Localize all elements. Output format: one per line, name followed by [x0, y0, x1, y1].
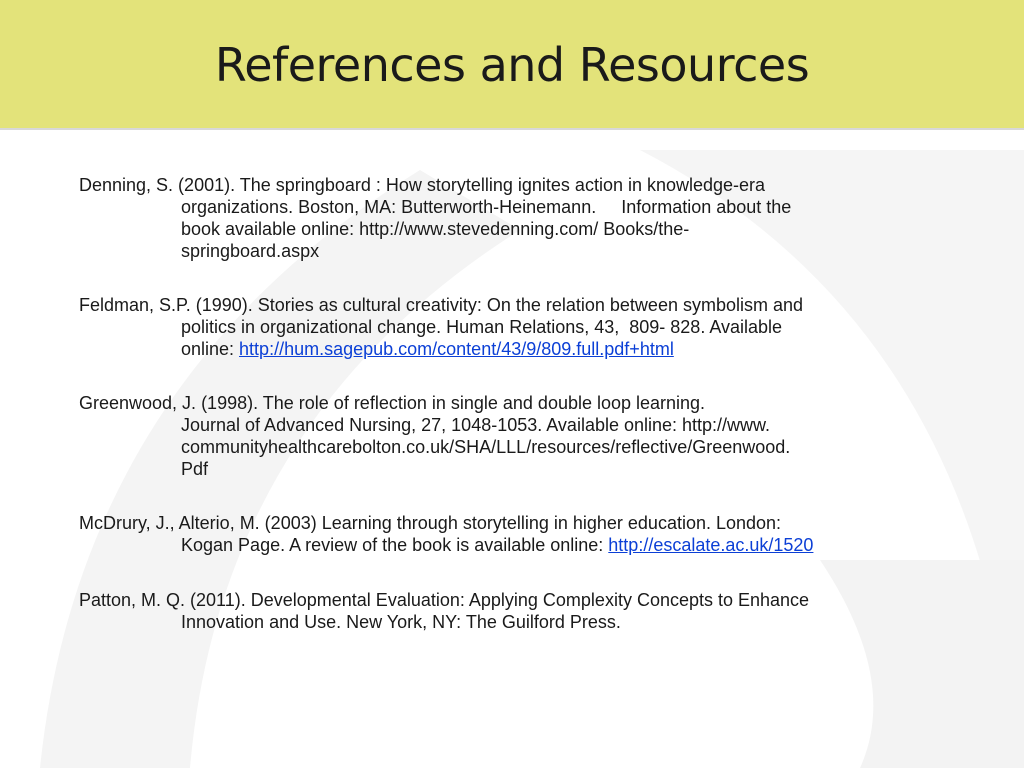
reference-line: Denning, S. (2001). The springboard : How storytelling ignites action in knowledge-era — [79, 175, 766, 195]
title-band — [0, 0, 1024, 130]
reference-line: Journal of Advanced Nursing, 27, 1048-1053. Available online: http://www. — [181, 415, 771, 435]
reference-line: Greenwood, J. (1998). The role of reflection in single and double loop learning. — [79, 393, 706, 413]
reference-line: Feldman, S.P. (1990). Stories as cultural creativity: On the relation between symbolism and — [79, 295, 804, 315]
reference-line: communityhealthcarebolton.co.uk/SHA/LLL/resources/reflective/Greenwood. — [181, 437, 791, 457]
reference-line — [79, 338, 939, 360]
reference-line: Innovation and Use. New York, NY: The Guilford Press. — [181, 612, 621, 632]
reference-patton — [79, 589, 939, 633]
reference-line — [79, 534, 939, 556]
reference-line: springboard.aspx — [181, 241, 320, 261]
reference-line: organizations. Boston, MA: Butterworth-Heinemann. Information about the — [181, 197, 792, 217]
feldman-link[interactable]: http://hum.sagepub.com/content/43/9/809.full.pdf+html — [239, 339, 674, 359]
reference-mcdrury — [79, 512, 939, 556]
reference-line: McDrury, J., Alterio, M. (2003) Learning through storytelling in higher education. London: — [79, 513, 782, 533]
mcdrury-link[interactable]: http://escalate.ac.uk/1520 — [608, 535, 814, 555]
reference-denning — [79, 174, 939, 262]
reference-line: book available online: http://www.stevedenning.com/ Books/the- — [181, 219, 690, 239]
reference-line: politics in organizational change. Human Relations, 43, 809- 828. Available — [181, 317, 783, 337]
reference-line: Pdf — [181, 459, 209, 479]
reference-feldman — [79, 294, 939, 360]
link-prefix: Kogan Page. A review of the book is available online: — [181, 535, 609, 555]
link-prefix: online: — [181, 339, 240, 359]
page-title: References and Resources — [214, 38, 810, 92]
reference-line: Patton, M. Q. (2011). Developmental Evaluation: Applying Complexity Concepts to Enhance — [79, 590, 810, 610]
reference-greenwood — [79, 392, 939, 480]
